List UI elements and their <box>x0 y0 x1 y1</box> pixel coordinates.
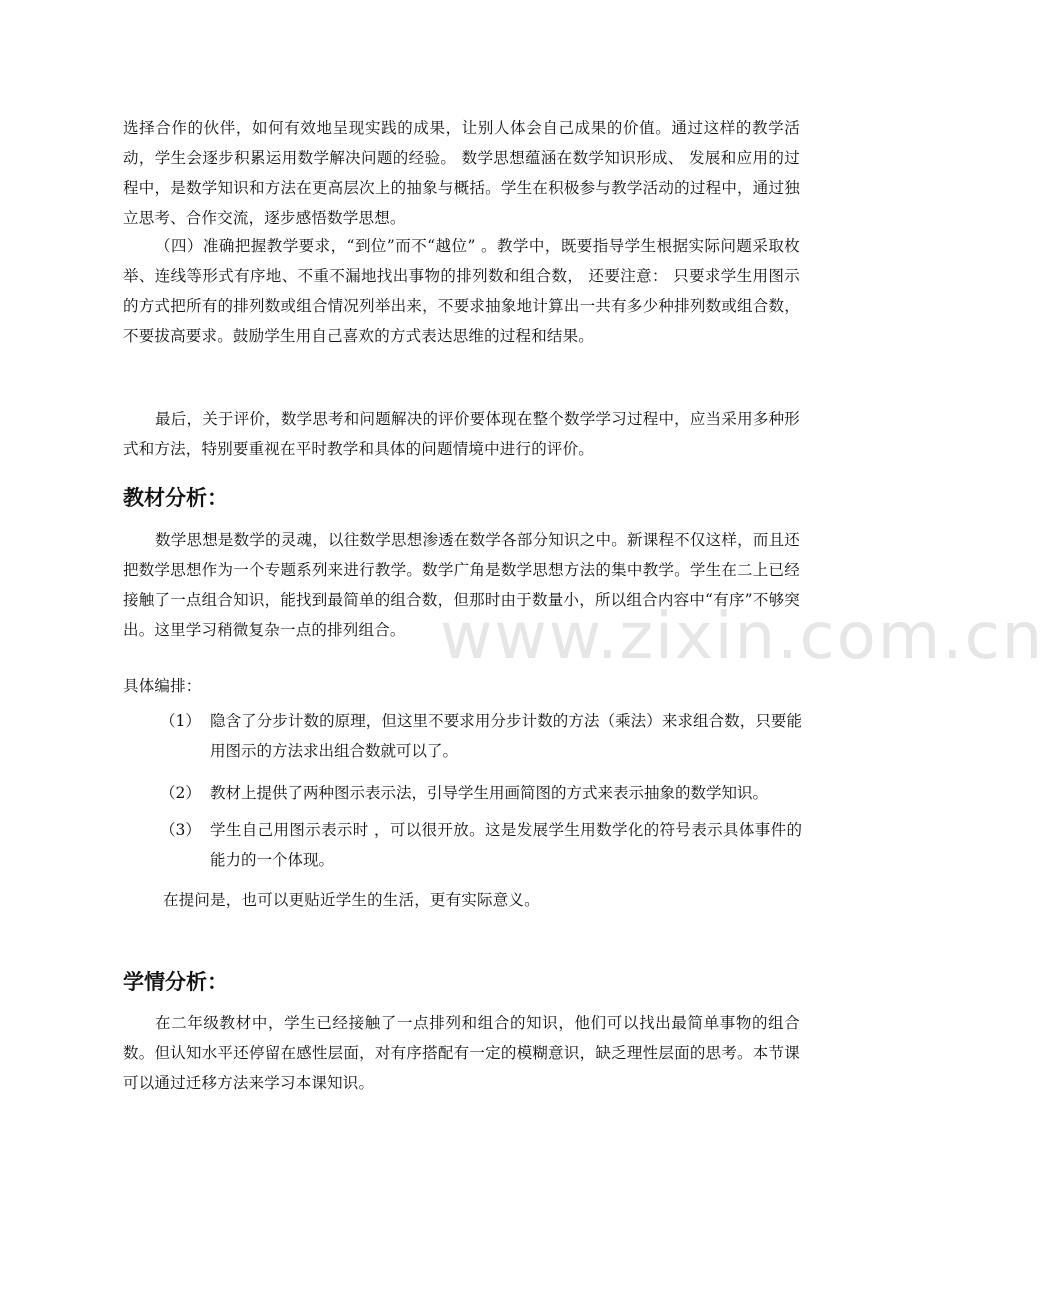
intro-paragraph-2: （四）准确把握教学要求，“到位”而不“越位” 。教学中，既要指导学生根据实际问题采取枚举、连线等形式有序地、不重不漏地找出事物的排列数和组合数， 还要注意： 只要求学生用图示的方式把所有的排列数或组合情况列举出来，不要求抽象地计算出一共有多少种排列数或组合数，不要拔高要求。鼓励学生用自己喜欢的方式表达思维的过程和结果。 <box>123 237 800 345</box>
intro-paragraph-3: 最后，关于评价，数学思考和问题解决的评价要体现在整个数学学习过程中，应当采用多种形式和方法，特别要重视在平时教学和具体的问题情境中进行的评价。 <box>123 410 800 458</box>
arrangement-label: 具体编排： <box>123 677 202 695</box>
student-analysis-heading: 学情分析： <box>123 970 228 994</box>
material-analysis-heading: 教材分析： <box>123 486 228 510</box>
material-paragraph: 数学思想是数学的灵魂，以往数学思想渗透在数学各部分知识之中。新课程不仅这样，而且还把数学思想作为一个专题系列来进行教学。数学广角是数学思想方法的集中教学。学生在二上已经接触了一点组合知识，能找到最简单的组合数，但那时由于数量小，所以组合内容中“有序”不够突出。这里学习稍微复杂一点的排列组合。 <box>123 531 800 639</box>
list-item-text: 隐含了分步计数的原理，但这里不要求用分步计数的方法（乘法）来求组合数，只要能用图示的方法求出组合数就可以了。 <box>210 712 802 760</box>
list-item-text: 教材上提供了两种图示表示法，引导学生用画简图的方式来表示抽象的数学知识。 <box>210 784 769 802</box>
list-item-number: （3） <box>160 821 201 839</box>
list-item <box>160 778 802 808</box>
list-item-number: （1） <box>160 712 201 730</box>
student-paragraph: 在二年级教材中，学生已经接触了一点排列和组合的知识，他们可以找出最简单事物的组合数。但认知水平还停留在感性层面，对有序搭配有一定的模糊意识，缺乏理性层面的思考。本节课可以通过迁移方法来学习本课知识。 <box>123 1014 800 1092</box>
list-item-number: （2） <box>160 784 201 802</box>
list-item-text: 学生自己用图示表示时 ，可以很开放。这是发展学生用数学化的符号表示具体事件的能力的一个体现。 <box>210 821 802 869</box>
list-item <box>160 706 802 766</box>
intro-paragraph-1: 选择合作的伙伴，如何有效地呈现实践的成果，让别人体会自己成果的价值。通过这样的教学活动，学生会逐步积累运用数学解决问题的经验。 数学思想蕴涵在数学知识形成、 发展和应用的过程中，是数学知识和方法在更高层次上的抽象与概括。学生在积极参与教学活动的过程中，通过独立思考、合作交流，逐步感悟数学思想。 <box>123 119 800 227</box>
material-closing: 在提问是，也可以更贴近学生的生活，更有实际意义。 <box>163 891 540 909</box>
list-item <box>160 815 802 875</box>
watermark-text: www.zixin.com.cn <box>440 600 1044 674</box>
